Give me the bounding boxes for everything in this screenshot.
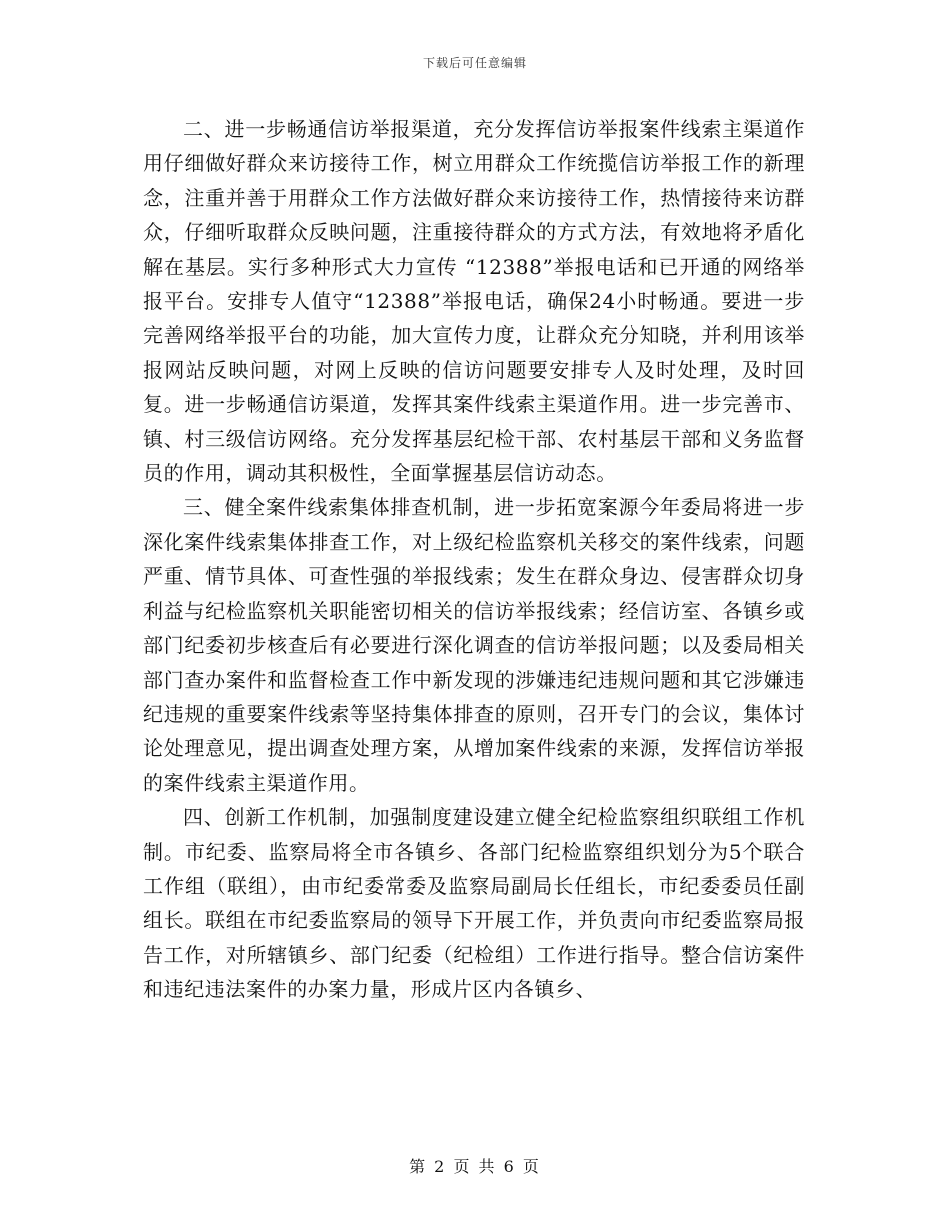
document-body bbox=[143, 112, 805, 1007]
paragraph-section-three: 三、健全案件线索集体排查机制，进一步拓宽案源今年委局将进一步深化案件线索集体排查工作，对上级纪检监察机关移交的案件线索，问题严重、情节具体、可查性强的举报线索；发生在群众身边、侵害群众切身利益与纪检监察机关职能密切相关的信访举报线索；经信访室、各镇乡或部门纪委初步核查后有必要进行深化调查的信访举报问题；以及委局相关部门查办案件和监督检查工作中新发现的涉嫌违纪违规问题和其它涉嫌违纪违规的重要案件线索等坚持集体排查的原则，召开专门的会议，集体讨论处理意见，提出调查处理方案，从增加案件线索的来源，发挥信访举报的案件线索主渠道作用。 bbox=[143, 495, 805, 795]
header-note: 下载后可任意编辑 bbox=[422, 56, 527, 70]
page-number: 第 2 页 共 6 页 bbox=[409, 1157, 541, 1176]
paragraph-section-four: 四、创新工作机制，加强制度建设建立健全纪检监察组织联组工作机制。市纪委、监察局将全市各镇乡、各部门纪检监察组织划分为5个联合工作组（联组），由市纪委常委及监察局副局长任组长，市纪委委员任副组长。联组在市纪委监察局的领导下开展工作，并负责向市纪委监察局报告工作，对所辖镇乡、部门纪委（纪检组）工作进行指导。整合信访案件和违纪违法案件的办案力量，形成片区内各镇乡、 bbox=[143, 805, 805, 1002]
paragraph-section-two: 二、进一步畅通信访举报渠道，充分发挥信访举报案件线索主渠道作用仔细做好群众来访接待工作，树立用群众工作统揽信访举报工作的新理念，注重并善于用群众工作方法做好群众来访接待工作，热情接待来访群众，仔细听取群众反映问题，注重接待群众的方式方法，有效地将矛盾化解在基层。实行多种形式大力宣传 “12388”举报电话和已开通的网络举报平台。安排专人值守“12388”举报电话，确保24小时畅通。要进一步完善网络举报平台的功能，加大宣传力度，让群众充分知晓，并利用该举报网站反映问题，对网上反映的信访问题要安排专人及时处理，及时回复。进一步畅通信访渠道，发挥其案件线索主渠道作用。进一步完善市、镇、村三级信访网络。充分发挥基层纪检干部、农村基层干部和义务监督员的作用，调动其积极性，全面掌握基层信访动态。 bbox=[143, 117, 805, 486]
